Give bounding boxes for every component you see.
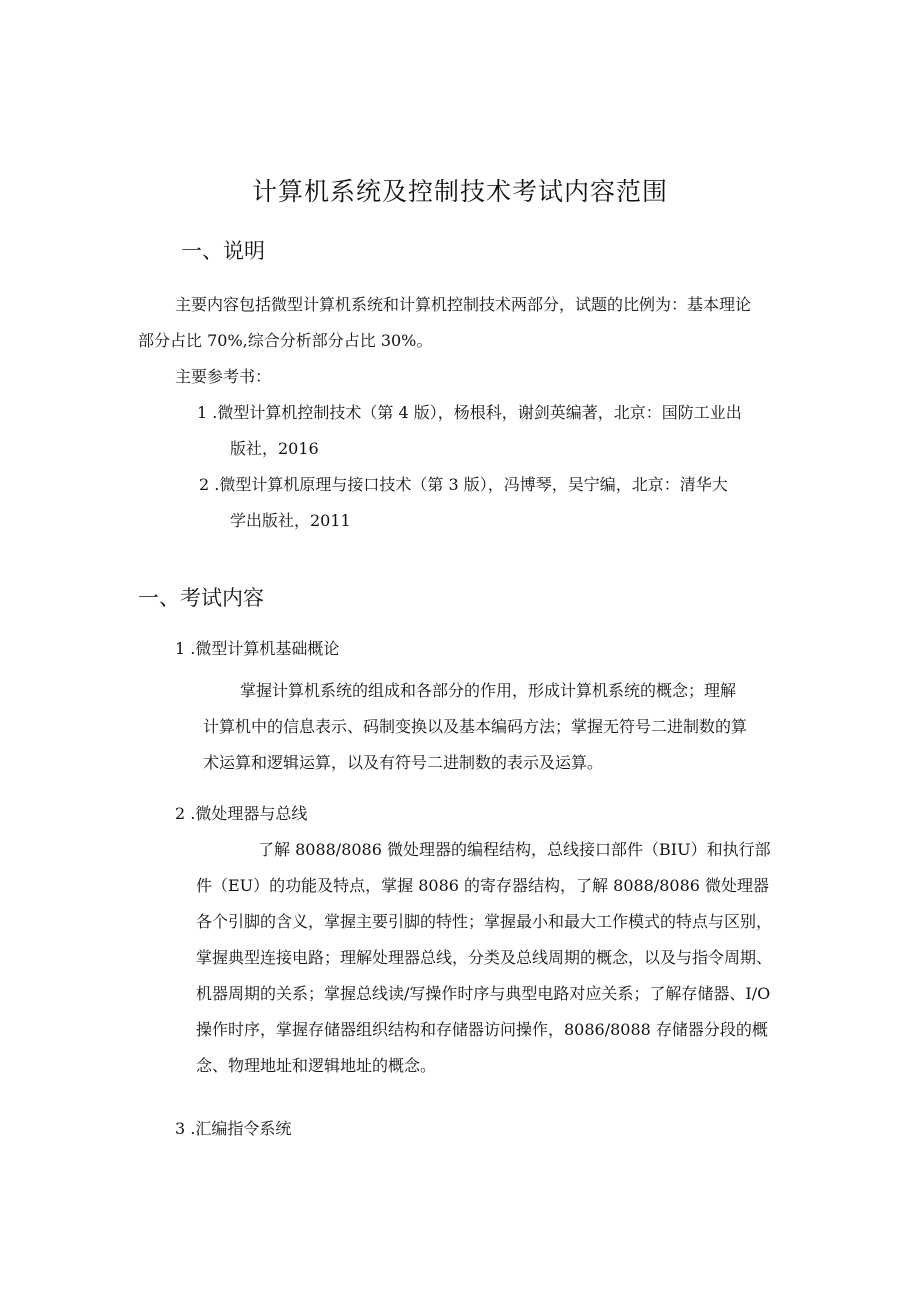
item-2-line-1: 了解 8088/8086 微处理器的编程结构，总线接口部件（BIU）和执行部 <box>258 840 771 859</box>
item-3-title: 3 .汇编指令系统 <box>175 1119 292 1138</box>
item-2-line-6: 操作时序，掌握存储器组织结构和存储器访问操作，8086/8088 存储器分段的概 <box>196 1020 768 1039</box>
item-1-line-3: 术运算和逻辑运算，以及有符号二进制数的表示及运算。 <box>203 753 604 772</box>
section-heading-explanation: 一、说明 <box>181 239 265 263</box>
item-1-line-1: 掌握计算机系统的组成和各部分的作用，形成计算机系统的概念；理解 <box>240 681 737 700</box>
section-heading-exam-content: 一、考试内容 <box>138 586 264 610</box>
item-2-title: 2 .微处理器与总线 <box>175 804 308 823</box>
item-1-title: 1 .微型计算机基础概论 <box>175 639 340 658</box>
references-label: 主要参考书： <box>175 367 272 386</box>
item-2-line-3: 各个引脚的含义，掌握主要引脚的特性；掌握最小和最大工作模式的特点与区别， <box>196 912 773 931</box>
intro-line-1: 主要内容包括微型计算机系统和计算机控制技术两部分，试题的比例为：基本理论 <box>175 295 752 314</box>
reference-2-line-2: 学出版社，2011 <box>230 511 351 530</box>
item-2-line-2: 件（EU）的功能及特点，掌握 8086 的寄存器结构，了解 8088/8086 微处理器 <box>196 876 770 895</box>
reference-1-line-1: 1 .微型计算机控制技术（第 4 版），杨根科，谢剑英编著，北京：国防工业出 <box>197 403 742 422</box>
reference-1-line-2: 版社，2016 <box>230 439 319 458</box>
item-2-line-7: 念、物理地址和逻辑地址的概念。 <box>196 1056 437 1075</box>
document-title: 计算机系统及控制技术考试内容范围 <box>251 177 668 206</box>
item-2-line-4: 掌握典型连接电路；理解处理器总线，分类及总线周期的概念，以及与指令周期、 <box>196 948 773 967</box>
reference-2-line-1: 2 .微型计算机原理与接口技术（第 3 版），冯博琴，吴宁编，北京：清华大 <box>199 475 728 494</box>
intro-line-2: 部分占比 70%,综合分析部分占比 30%。 <box>138 331 433 350</box>
item-1-line-2: 计算机中的信息表示、码制变换以及基本编码方法；掌握无符号二进制数的算 <box>203 717 748 736</box>
item-2-line-5: 机器周期的关系；掌握总线读/写操作时序与典型电路对应关系；了解存储器、I/O <box>196 984 771 1003</box>
